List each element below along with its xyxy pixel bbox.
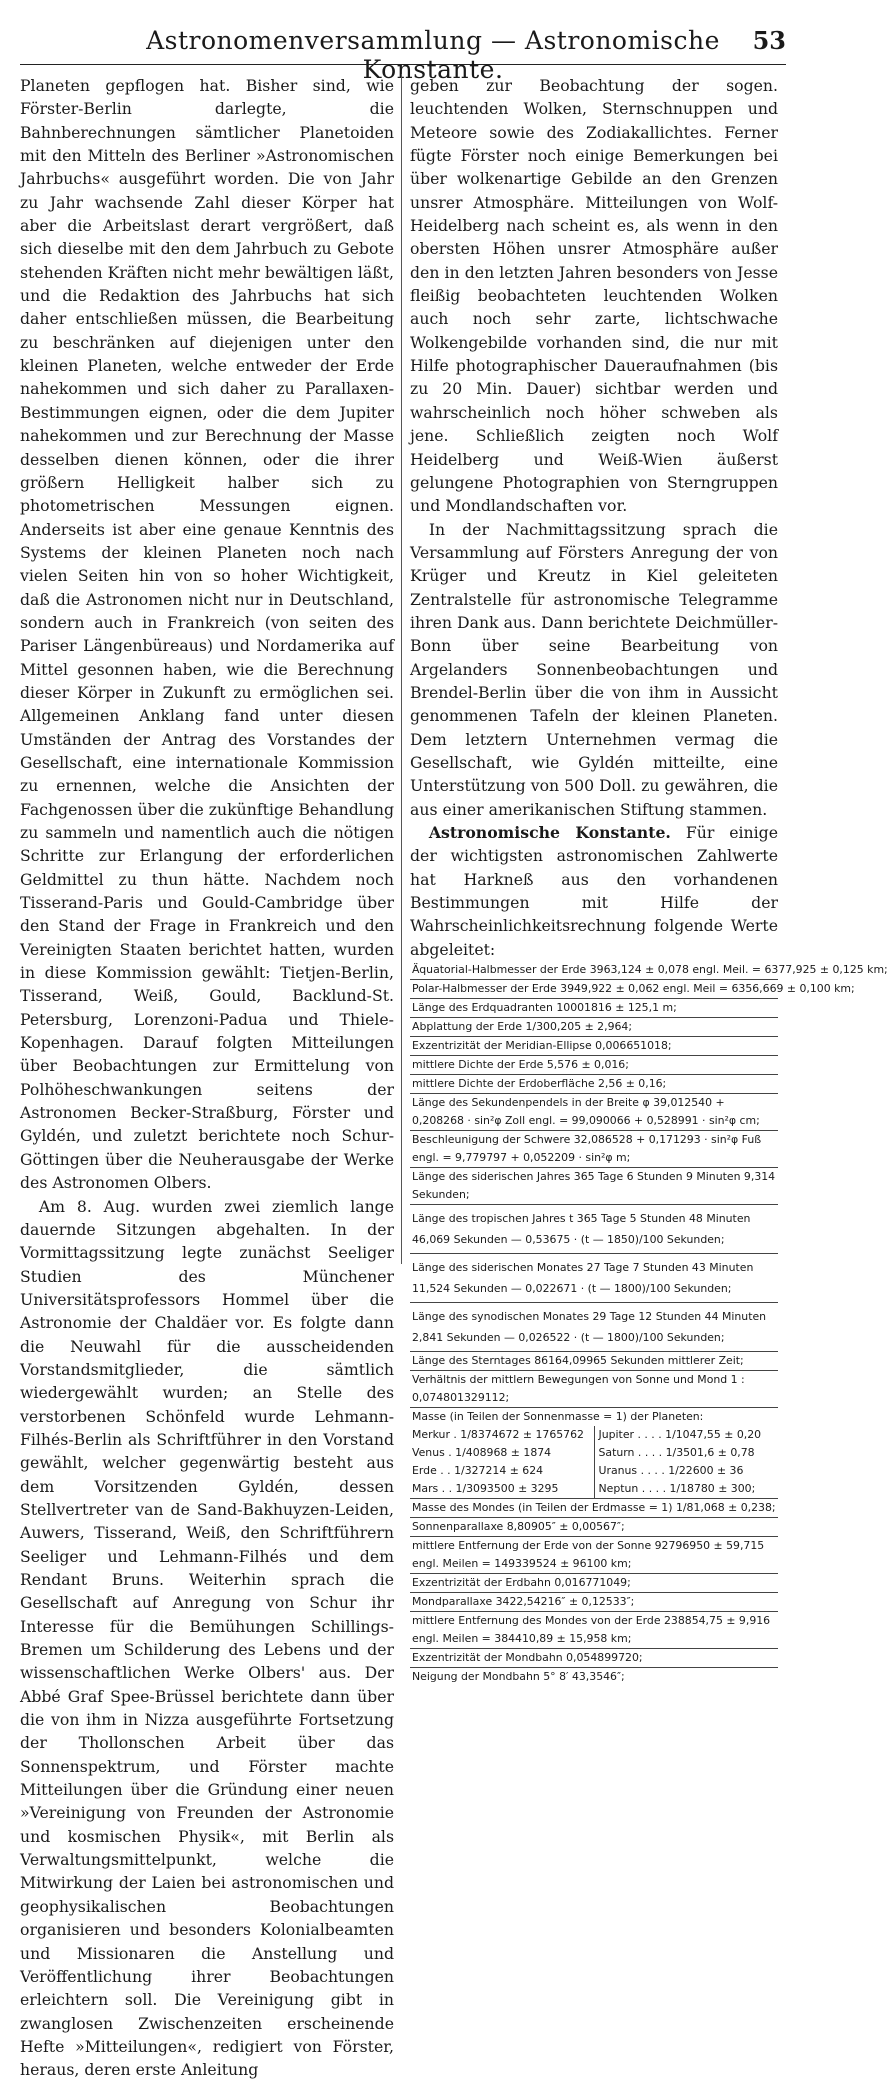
constant-row: Abplattung der Erde 1/300,205 ± 2,964; [410,1018,778,1037]
mass-title: Masse (in Teilen der Sonnenmasse = 1) der Planeten: [412,1410,704,1424]
constant-row: Länge des Sekundenpendels in der Breite φ 39,012540 + 0,208268 · sin²φ Zoll engl. = 99,090066 + 0,528991 · sin²φ cm; [410,1094,778,1131]
constant-row: Neigung der Mondbahn 5° 8′ 43,3546″; [412,1670,625,1684]
section-heading: Astronomische Konstante. [428,823,671,842]
mass-column-outer [595,1426,777,1498]
constant-row: Länge des Erdquadranten 10001816 ± 125,1 m; [410,999,778,1018]
mass-entry: Erde . . 1/327214 ± 624 [412,1464,544,1478]
constant-row: mittlere Dichte der Erde 5,576 ± 0,016; [410,1056,778,1075]
running-title: Astronomenversammlung — Astronomische Konstante. [146,26,720,84]
column-divider [401,74,402,1264]
constant-row: Polar-Halbmesser der Erde 3949,922 ± 0,062 engl. Meil = 6356,669 ± 0,100 km; [410,980,778,999]
constant-row: Exzentrizität der Mondbahn 0,054899720; [410,1649,778,1668]
mass-entry: Saturn . . . . 1/3501,6 ± 0,78 [598,1446,755,1460]
constant-row: Sonnenparallaxe 8,80905″ ± 0,00567″; [410,1518,778,1537]
paragraph-text: Für einige der wichtigsten astronomischen Zahlwerte hat Harkneß aus den vorhandenen Bestimmungen mit Hilfe der Wahrscheinlichkeitsrechnung folgende Werte abgeleitet: [410,823,778,959]
constant-row: Länge des tropischen Jahres t 365 Tage 5 Stunden 48 Minuten 46,069 Sekunden — 0,53675 · (t — 1850)/100 Sekunden; [410,1205,778,1254]
constant-row: Exzentrizität der Meridian-Ellipse 0,006651018; [410,1037,778,1056]
mass-column-inner [412,1426,595,1498]
constant-row: Länge des Sterntages 86164,09965 Sekunden mittlerer Zeit; [410,1352,778,1371]
constant-row: Exzentrizität der Erdbahn 0,016771049; [410,1574,778,1593]
mass-entry: Mars . . 1/3093500 ± 3295 [412,1482,559,1496]
paragraph: geben zur Beobachtung der sogen. leuchtenden Wolken, Sternschnuppen und Meteore sowie des Zodiakallichtes. Ferner fügte Förster noch einige Bemerkungen bei über wolkenartige Gebilde an den Grenzen unsrer Atmosphäre. Mitteilungen von Wolf-Heidelberg nach scheint es, als wenn in den obersten Höhen unsrer Atmosphäre außer den in den letzten Jahren besonders von Jesse fleißig beobachteten leuchtenden Wolken auch noch sehr zarte, lichtschwache Wolkengebilde vorhanden sind, die nur mit Hilfe photographischer Daueraufnahmen (bis zu 20 Min. Dauer) sichtbar werden und wahrscheinlich noch höher schweben als jene. Schließlich zeigten noch Wolf Heidelberg und Weiß-Wien äußerst gelungene Photographien von Sterngruppen und Mondlandschaften vor. [410,76,778,516]
planet-mass-table [410,1426,778,1499]
paragraph [410,821,778,961]
mass-entry: Jupiter . . . . 1/1047,55 ± 0,20 [598,1428,762,1442]
paragraph: In der Nachmittagssitzung sprach die Versammlung auf Försters Anregung der von Krüger und Kreutz in Kiel geleiteten Zentralstelle für astronomische Telegramme ihren Dank aus. Dann berichtete Deichmüller-Bonn über seine Bearbeitung von Argelanders Sonnenbeobachtungen und Brendel-Berlin über die von ihm in Aussicht genommenen Tafeln der kleinen Planeten. Dem letztern Unternehmen vermag die Gesellschaft, wie Gyldén mitteilte, eine Unterstützung von 500 Doll. zu gewähren, die aus einer amerikanischen Stiftung stammen. [410,519,778,819]
constant-row: Beschleunigung der Schwere 32,086528 + 0,171293 · sin²φ Fuß engl. = 9,779797 + 0,052209 · sin²φ m; [410,1131,778,1168]
paragraph: Planeten gepflogen hat. Bisher sind, wie Förster-Berlin darlegte, die Bahnberechnungen sämtlicher Planetoiden mit den Mitteln des Berliner »Astronomischen Jahrbuchs« ausgeführt worden. Die von Jahr zu Jahr wachsende Zahl dieser Körper hat aber die Arbeitslast derart vergrößert, daß sich dieselbe mit den dem Jahrbuch zu Gebote stehenden Kräften nicht mehr bewältigen läßt, und die Redaktion des Jahrbuchs hat sich daher entschließen müssen, die Bearbeitung zu beschränken auf diejenigen unter den kleinen Planeten, welche entweder der Erde nahekommen und sich daher zu Parallaxen-Bestimmungen eignen, oder die dem Jupiter nahekommen und zur Berechnung der Masse desselben dienen können, oder die ihrer größern Helligkeit halber sich zu photometrischen Messungen eignen. Anderseits ist aber eine genaue Kenntnis des Systems der kleinen Planeten noch nach vielen Seiten hin von so hoher Wichtigkeit, daß die Astronomen nicht nur in Deutschland, sondern auch in Frankreich (von seiten des Pariser Längenbüreaus) und Nordamerika auf Mittel gesonnen haben, wie die Berechnung dieser Körper in Zukunft zu ermöglichen sei. Allgemeinen Anklang fand unter diesen Umständen der Antrag des Vorstandes der Gesellschaft, eine internationale Kommission zu ernennen, welche die Ansichten der Fachgenossen über die zukünftige Behandlung zu sammeln und namentlich auch die nötigen Schritte zur Erlangung der erforderlichen Geldmittel zu thun hätte. Nachdem noch Tisserand-Paris und Gould-Cambridge über den Stand der Frage in Frankreich und den Vereinigten Staaten berichtet hatten, wurden in diese Kommission gewählt: Tietjen-Berlin, Tisserand, Weiß, Gould, Backlund-St. Petersburg, Lorenzoni-Padua und Thiele-Kopenhagen. Darauf folgten Mitteilungen über Beobachtungen zur Ermittelung von Polhöheschwankungen seitens der Astronomen Becker-Straßburg, Förster und Gyldén, und zuletzt berichtete noch Schur-Göttingen über die Neuherausgabe der Werke des Astronomen Olbers. [20,76,394,1193]
constant-row: Länge des synodischen Monates 29 Tage 12 Stunden 44 Minuten 2,841 Sekunden — 0,026522 · (t — 1800)/100 Sekunden; [410,1303,778,1352]
constant-row: mittlere Dichte der Erdoberfläche 2,56 ± 0,16; [410,1075,778,1094]
mass-entry: Merkur . 1/8374672 ± 1765762 [412,1428,584,1442]
right-column [410,74,888,1684]
left-column [20,74,394,2080]
page-number: 53 [752,26,786,55]
mass-entry: Venus . 1/408968 ± 1874 [412,1446,552,1460]
constant-row: Äquatorial-Halbmesser der Erde 3963,124 ± 0,078 engl. Meil. = 6377,925 ± 0,125 km; [410,961,778,980]
constant-row: mittlere Entfernung der Erde von der Sonne 92796950 ± 59,715 engl. Meilen = 149339524 ± 96100 km; [410,1537,778,1574]
mass-entry: Uranus . . . . 1/22600 ± 36 [598,1464,744,1478]
constant-row: Mondparallaxe 3422,54216″ ± 0,12533″; [410,1593,778,1612]
constant-row: Masse des Mondes (in Teilen der Erdmasse = 1) 1/81,068 ± 0,238; [410,1499,778,1518]
paragraph: Am 8. Aug. wurden zwei ziemlich lange dauernde Sitzungen abgehalten. In der Vormittagssitzung legte zunächst Seeliger Studien des Münchener Universitätsprofessors Hommel über die Astronomie der Chaldäer vor. Es folgte dann die Neuwahl für die ausscheidenden Vorstandsmitglieder, die sämtlich wiedergewählt wurden; an Stelle des verstorbenen Schönfeld wurde Lehmann-Filhés-Berlin als Schriftführer in den Vorstand gewählt, welcher gegenwärtig besteht aus dem Vorsitzenden Gyldén, dessen Stellvertreter van de Sand-Bakhuyzen-Leiden, Auwers, Tisserand, Weiß, den Schriftführern Seeliger und Lehmann-Filhés und dem Rendant Bruns. Weiterhin sprach die Gesellschaft auf Anregung von Schur ihr Interesse für die Bemühungen Schillings-Bremen um Schilderung des Lebens und der wissenschaftlichen Werke Olbers' aus. Der Abbé Graf Spee-Brüssel berichtete dann über die von ihm in Nizza ausgeführte Fortsetzung der Thollonschen Arbeit über das Sonnenspektrum, und Förster machte Mitteilungen über die Gründung einer neuen »Vereinigung von Freunden der Astronomie und kosmischen Physik«, mit Berlin als Verwaltungsmittelpunkt, welche die Mitwirkung der Laien bei astronomischen und geophysikalischen Beobachtungen organisieren und besonders Kolonialbeamten und Missionaren die Anstellung und Veröffentlichung ihrer Beobachtungen erleichtern soll. Die Vereinigung gibt in zwanglosen Zwischenzeiten erscheinende Hefte »Mitteilungen«, redigiert von Förster, heraus, deren erste Anleitung [20,1196,394,2080]
constants-list [410,961,888,1686]
constant-row: Länge des siderischen Monates 27 Tage 7 Stunden 43 Minuten 11,524 Sekunden — 0,022671 · (t — 1800)/100 Sekunden; [410,1254,778,1303]
constant-row: Verhältnis der mittlern Bewegungen von Sonne und Mond 1 : 0,074801329112; [410,1371,778,1408]
page-header [20,24,786,84]
mass-entry: Neptun . . . . 1/18780 ± 300; [598,1482,756,1496]
constant-row: mittlere Entfernung des Mondes von der Erde 238854,75 ± 9,916 engl. Meilen = 384410,89 ± 15,958 km; [410,1612,778,1649]
constant-row: Länge des siderischen Jahres 365 Tage 6 Stunden 9 Minuten 9,314 Sekunden; [410,1168,778,1205]
